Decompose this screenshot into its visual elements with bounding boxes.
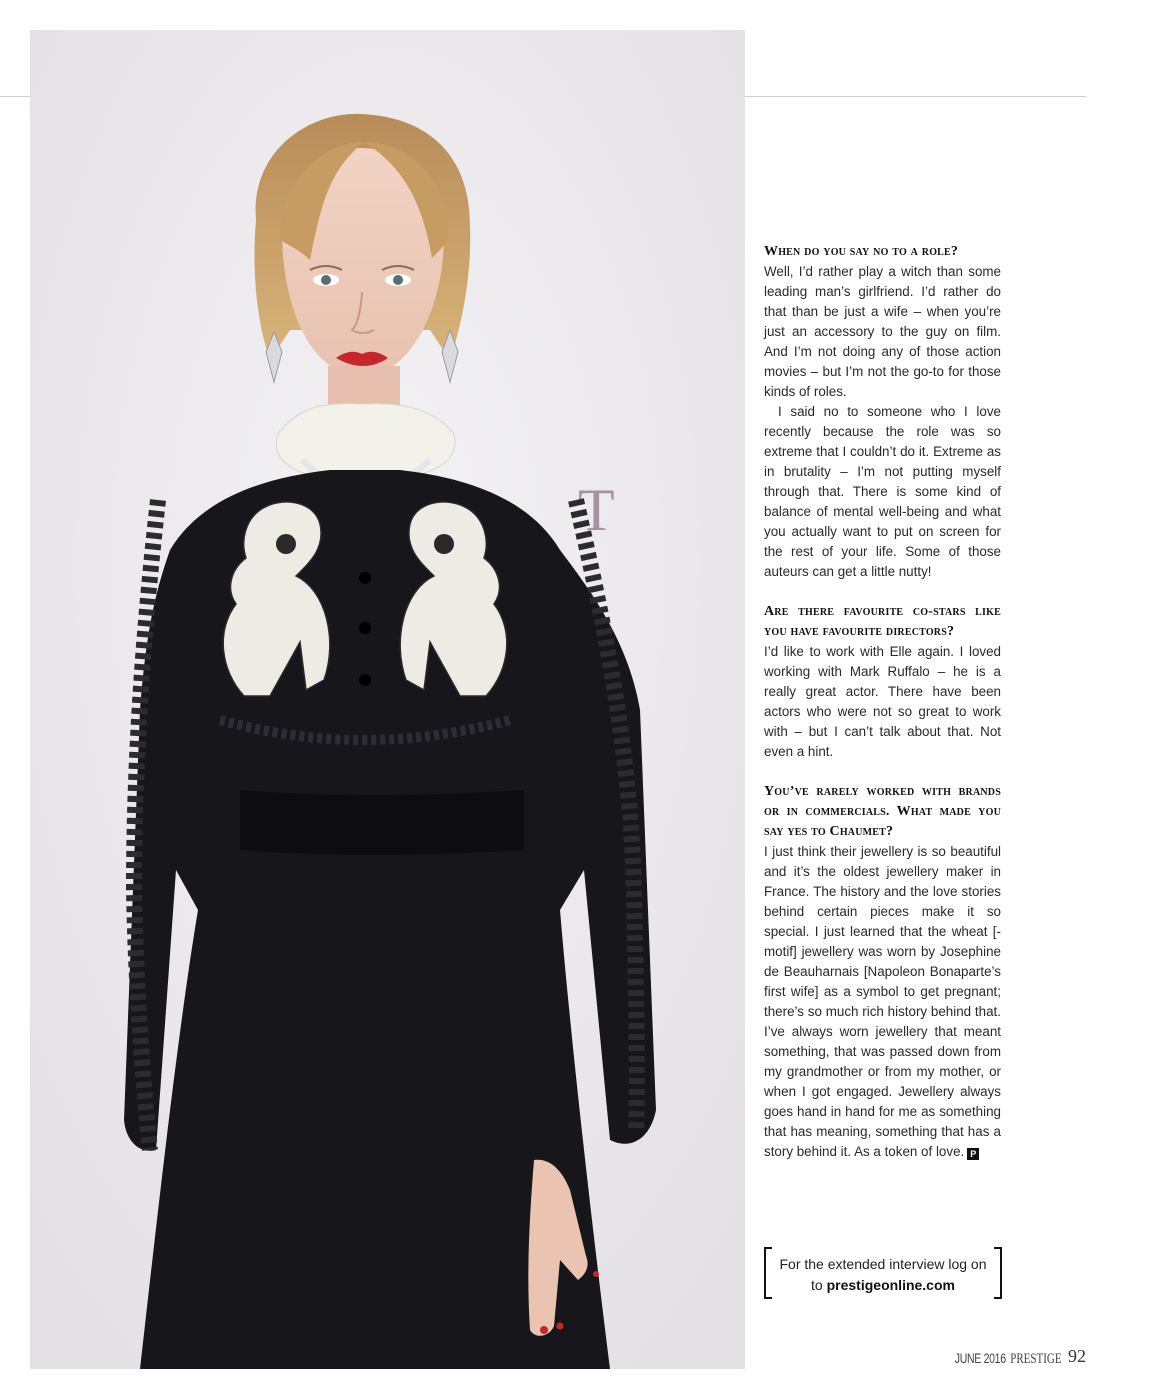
folio — [955, 1346, 1086, 1367]
answer-3-text: I just think their jewellery is so beautiful and it’s the oldest jewellery maker in France. The history and the love stories behind certain pieces make it so special. I just learned that the wheat [-motif] jewellery was worn by Josephine de Beauharnais [Napoleon Bonaparte’s first wife] as a symbol to get pregnant; there’s so much rich history behind that. I’ve always worn jewellery that meant something, that was passed down from my grandmother or from my mother, or when I got engaged. Jewellery always goes hand in hand for me as something that has meaning, something that has a story behind it. As a token of love. — [764, 844, 1001, 1159]
extended-interview-callout — [764, 1247, 1002, 1299]
page-number: 92 — [1068, 1346, 1086, 1366]
right-bracket — [994, 1247, 1002, 1299]
answer-1-paragraph-1: Well, I’d rather play a witch than some leading man’s girlfriend. I’d rather do that than be just a wife – when you’re just an accessory to the guy on film. And I’m not doing any of those action movies – but I’m not the go-to for those kinds of roles. — [764, 264, 1001, 399]
callout-link[interactable]: prestigeonline.com — [826, 1277, 955, 1293]
callout-text — [776, 1254, 990, 1296]
interview-column — [764, 242, 1001, 1162]
left-bracket — [764, 1247, 772, 1299]
portrait-photo — [30, 30, 745, 1369]
issue-date: JUNE 2016 — [954, 1351, 1006, 1367]
answer-3-paragraph-1 — [764, 842, 1001, 1162]
svg-text:T: T — [578, 477, 615, 543]
question-3: You’ve rarely worked with brands or in commercials. What made you say yes to Chaumet? — [764, 784, 1001, 839]
end-of-article-icon: P — [967, 1148, 979, 1160]
answer-1-paragraph-2: I said no to someone who I love recently because the role was so extreme that I couldn’t do it. Extreme as in brutality – I’m not putting myself through that. There is some kind of balance of mental well-being and what you actually want to put on screen for the rest of your life. Some of those auteurs can get a little nutty! — [764, 404, 1001, 579]
question-1: When do you say no to a role? — [764, 244, 959, 259]
answer-2-paragraph-1: I’d like to work with Elle again. I loved working with Mark Ruffalo – he is a really great actor. There have been actors who were not so great to work with – but I can’t talk about that. Not even a hint. — [764, 644, 1001, 759]
question-2: Are there favourite co-stars like you have favourite directors? — [764, 604, 1001, 639]
magazine-name: PRESTIGE — [1010, 1351, 1062, 1367]
callout-message: For the extended interview log on to — [779, 1256, 987, 1293]
